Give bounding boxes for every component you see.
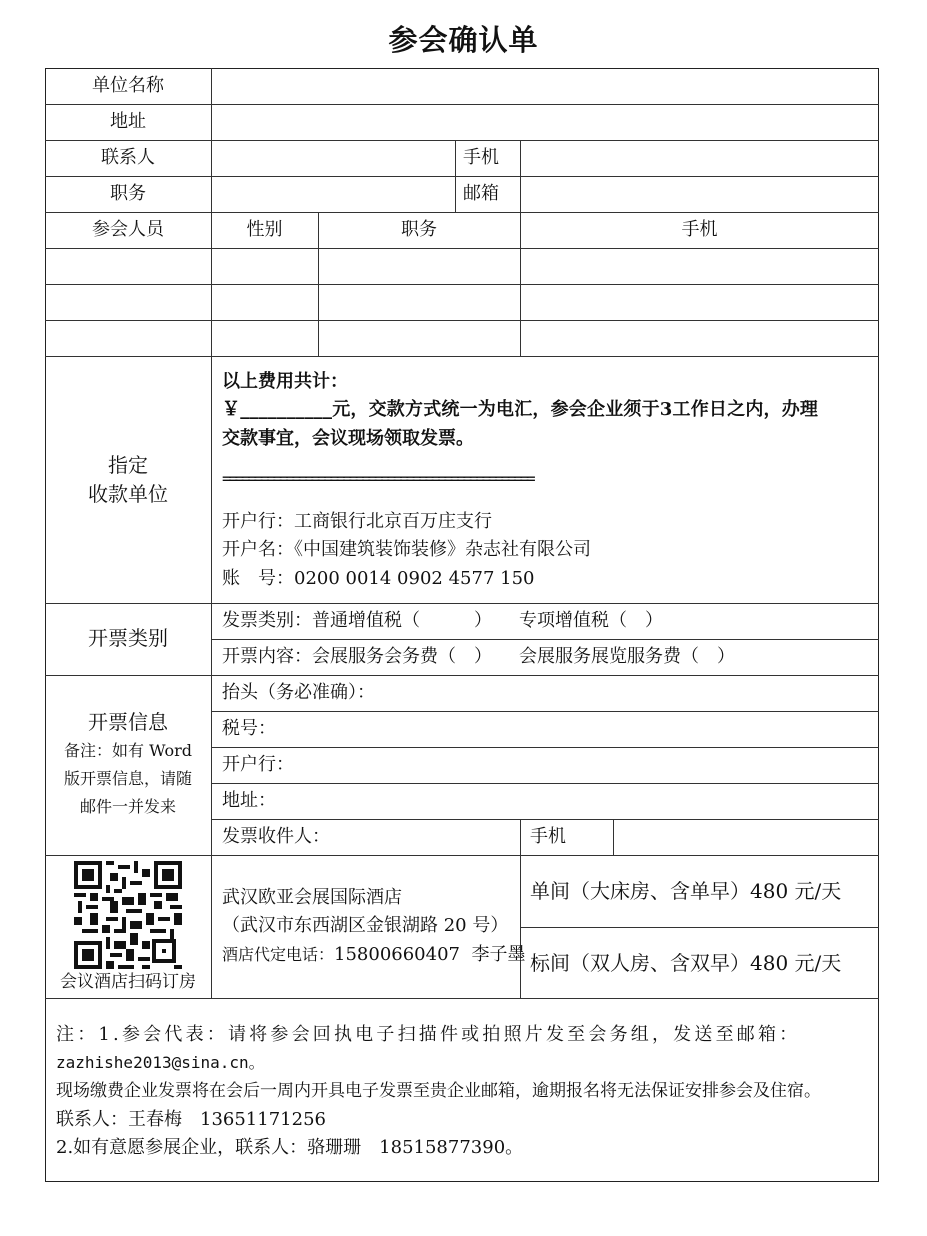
page-title: 参会确认单 bbox=[388, 23, 539, 57]
recipient-label: 发票收件人： bbox=[222, 826, 330, 847]
row-divider bbox=[45, 603, 879, 604]
account-number: 账 号：0200 0014 0902 4577 150 bbox=[222, 568, 535, 589]
invoice-note-3: 邮件一并发来 bbox=[79, 797, 176, 816]
row-divider bbox=[45, 140, 879, 141]
invoice-note-2: 版开票信息，请随 bbox=[63, 769, 192, 788]
row-divider bbox=[45, 284, 879, 285]
invoice-category: 发票类别：普通增值税（ ） 专项增值税（ ） bbox=[222, 610, 663, 631]
amount-line: ￥__________元，交款方式统一为电汇，参会企业须于3工作日之内，办理 bbox=[222, 399, 819, 420]
column-divider bbox=[613, 819, 614, 855]
divider-line: ================================================= bbox=[222, 469, 533, 488]
hotel-name: 武汉欧亚会展国际酒店 bbox=[222, 887, 402, 908]
row-divider bbox=[45, 176, 879, 177]
address-label: 地址 bbox=[110, 111, 146, 132]
qr-caption: 会议酒店扫码订房 bbox=[60, 972, 196, 992]
invoice-bank-label: 开户行： bbox=[222, 754, 294, 775]
row-divider bbox=[211, 639, 879, 640]
email-label: 邮箱 bbox=[463, 183, 499, 204]
hotel-phone-label: 酒店代定电话： bbox=[222, 945, 335, 964]
invoice-address-label: 地址： bbox=[222, 790, 276, 811]
row-divider bbox=[211, 783, 879, 784]
total-label: 以上费用共计： bbox=[222, 371, 348, 392]
row-divider bbox=[45, 855, 879, 856]
payment-label-1: 指定 bbox=[108, 453, 148, 477]
row-divider bbox=[211, 819, 879, 820]
hotel-phone: 15800660407 bbox=[334, 944, 460, 965]
note-line-1: 注：1.参会代表：请将参会回执电子扫描件或拍照片发至会务组，发送至邮箱： bbox=[56, 1024, 801, 1045]
row-divider bbox=[45, 320, 879, 321]
hotel-phone-line bbox=[222, 942, 525, 968]
row-divider bbox=[45, 212, 879, 213]
account-name: 开户名：《中国建筑装饰装修》杂志社有限公司 bbox=[222, 539, 591, 560]
single-room-rate: 单间（大床房、含单早）480 元/天 bbox=[530, 879, 842, 903]
invoice-type-label: 开票类别 bbox=[88, 626, 168, 650]
note-line-3: 现场缴费企业发票将在会后一周内开具电子发票至贵企业邮箱，逾期报名将无法保证安排参会及住宿。 bbox=[56, 1081, 821, 1101]
attendees-header: 参会人员 bbox=[92, 219, 164, 240]
row-divider bbox=[45, 998, 879, 999]
contact-label: 联系人 bbox=[101, 147, 155, 168]
column-divider bbox=[520, 140, 521, 212]
row-divider bbox=[45, 104, 879, 105]
position-label: 职务 bbox=[110, 183, 146, 204]
note-contact: 联系人：王春梅 13651171256 bbox=[56, 1109, 326, 1130]
bank-name: 开户行：工商银行北京百万庄支行 bbox=[222, 511, 492, 532]
mobile-label: 手机 bbox=[463, 147, 499, 168]
column-divider bbox=[520, 819, 521, 855]
payment-label-2: 收款单位 bbox=[88, 482, 168, 506]
unit-name-label: 单位名称 bbox=[92, 75, 164, 96]
hotel-qr-code[interactable] bbox=[74, 861, 182, 969]
invoice-content: 开票内容：会展服务会务费（ ） 会展服务展览服务费（ ） bbox=[222, 646, 735, 667]
note-email[interactable]: zazhishe2013@sina.cn。 bbox=[56, 1053, 265, 1072]
recipient-mobile-label: 手机 bbox=[530, 826, 566, 847]
row-divider bbox=[45, 675, 879, 676]
hotel-address: （武汉市东西湖区金银湖路 20 号） bbox=[222, 915, 509, 936]
hotel-contact: 李子墨 bbox=[471, 944, 526, 965]
column-divider bbox=[520, 855, 521, 998]
tax-number-label: 税号： bbox=[222, 718, 276, 739]
row-divider bbox=[520, 927, 879, 928]
invoice-header-label: 抬头（务必准确）： bbox=[222, 682, 375, 703]
column-divider bbox=[455, 140, 456, 212]
note-exhibitor: 2.如有意愿参展企业，联系人：骆珊珊 18515877390。 bbox=[56, 1137, 524, 1158]
amount-line-2: 交款事宜，会议现场领取发票。 bbox=[222, 428, 474, 449]
gender-header: 性别 bbox=[246, 219, 283, 240]
invoice-info-label: 开票信息 bbox=[88, 710, 168, 734]
row-divider bbox=[45, 356, 879, 357]
twin-room-rate: 标间（双人房、含双早）480 元/天 bbox=[530, 951, 842, 975]
row-divider bbox=[45, 248, 879, 249]
position-header: 职务 bbox=[401, 219, 437, 240]
mobile-header: 手机 bbox=[681, 219, 718, 240]
invoice-note-1: 备注：如有 Word bbox=[64, 741, 192, 760]
column-divider bbox=[211, 68, 212, 998]
row-divider bbox=[211, 747, 879, 748]
row-divider bbox=[211, 711, 879, 712]
